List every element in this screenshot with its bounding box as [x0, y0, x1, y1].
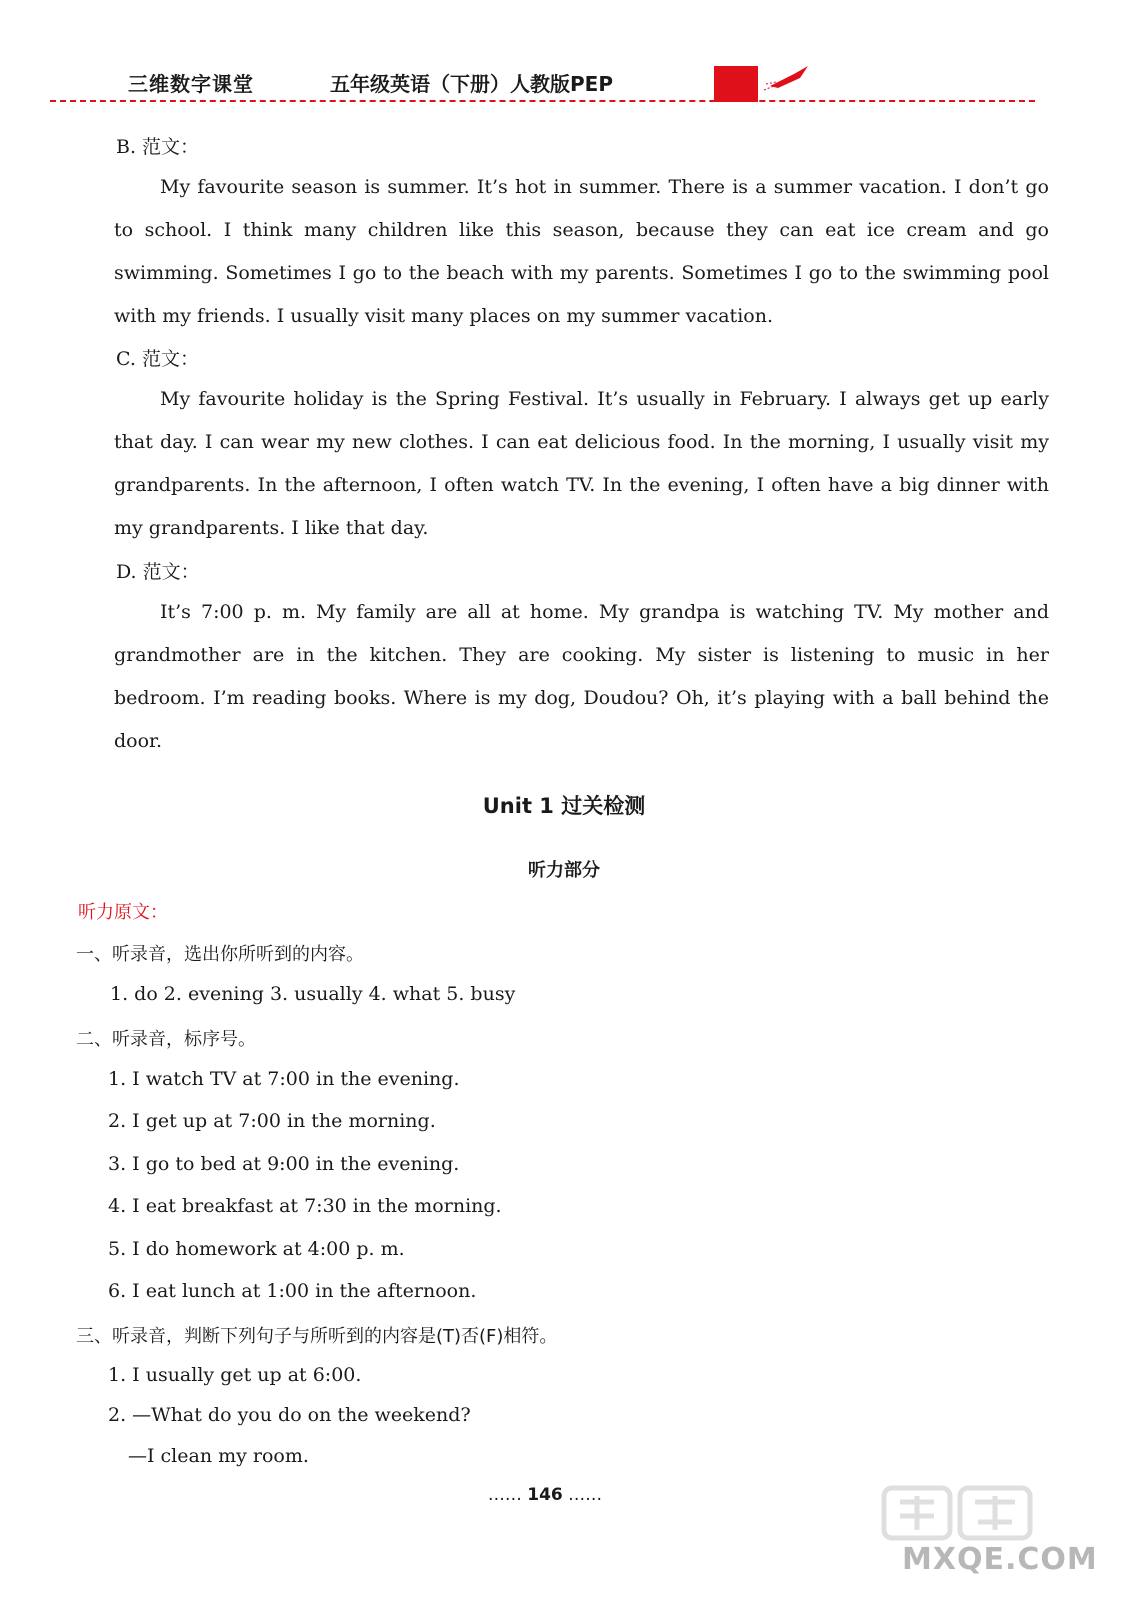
series-title: 三维数字课堂 [128, 72, 254, 96]
essay-c-text: My favourite holiday is the Spring Festival. It’s usually in February. I always get up early that day. I can wear my new clothes. I can eat delicious food. In the morning, I usually visit my grandparents. In the afternoon, I often watch TV. In the evening, I often have a big dinner with my grandparents. I like that day. [114, 388, 1049, 539]
section-3-line-1: 1. I usually get up at 6:00. [108, 1364, 362, 1386]
unit-title: Unit 1 过关检测 [482, 794, 646, 818]
page-number: 146 [527, 1485, 563, 1505]
section-3-head: 三、听录音，判断下列句子与所听到的内容是(T)否(F)相符。 [76, 1326, 558, 1347]
essay-d-text: It’s 7:00 p. m. My family are all at home. My grandpa is watching TV. My mother and grandmother are in the kitchen. They are cooking. My sister is listening to music in her bedroom. I’m reading books. Where is my dog, Doudou? Oh, it’s playing with a ball behind the door. [114, 601, 1049, 752]
section-3-line-3: —I clean my room. [128, 1445, 309, 1467]
header-divider [50, 100, 1035, 102]
section-title: 听力部分 [528, 860, 600, 881]
listening-script-label: 听力原文： [78, 902, 168, 923]
section-1-head: 一、听录音，选出你所听到的内容。 [76, 944, 364, 965]
essay-d-label: D. 范文： [116, 561, 200, 583]
essay-c-label: C. 范文： [116, 348, 199, 370]
book-title: 五年级英语（下册）人教版PEP [330, 72, 613, 96]
section-2-line-3: 3. I go to bed at 9:00 in the evening. [108, 1153, 460, 1175]
section-2-line-1: 1. I watch TV at 7:00 in the evening. [108, 1068, 460, 1090]
page-header [0, 0, 1052, 110]
section-2-line-5: 5. I do homework at 4:00 p. m. [108, 1238, 405, 1260]
section-3-line-2: 2. —What do you do on the weekend? [108, 1404, 471, 1426]
rocket-icon [764, 62, 810, 92]
header-red-block [714, 66, 758, 102]
footer-dots-right: …… [568, 1485, 603, 1505]
section-2-line-6: 6. I eat lunch at 1:00 in the afternoon. [108, 1280, 477, 1302]
essay-b-text: My favourite season is summer. It’s hot in summer. There is a summer vacation. I don’t go to school. I think many children like this season, because they can eat ice cream and go swimming. Sometimes I go to the beach with my parents. Sometimes I go to the swimming pool with my friends. I usually visit many places on my summer vacation. [114, 176, 1049, 327]
watermark-text: MXQE.COM [902, 1542, 1098, 1577]
section-2-head: 二、听录音，标序号。 [76, 1029, 256, 1050]
section-2-line-2: 2. I get up at 7:00 in the morning. [108, 1110, 436, 1132]
section-2-line-4: 4. I eat breakfast at 7:30 in the morning. [108, 1195, 502, 1217]
section-1-line: 1. do 2. evening 3. usually 4. what 5. busy [110, 983, 516, 1005]
footer-dots-left: …… [487, 1485, 522, 1505]
essay-b-label: B. 范文： [116, 136, 200, 158]
